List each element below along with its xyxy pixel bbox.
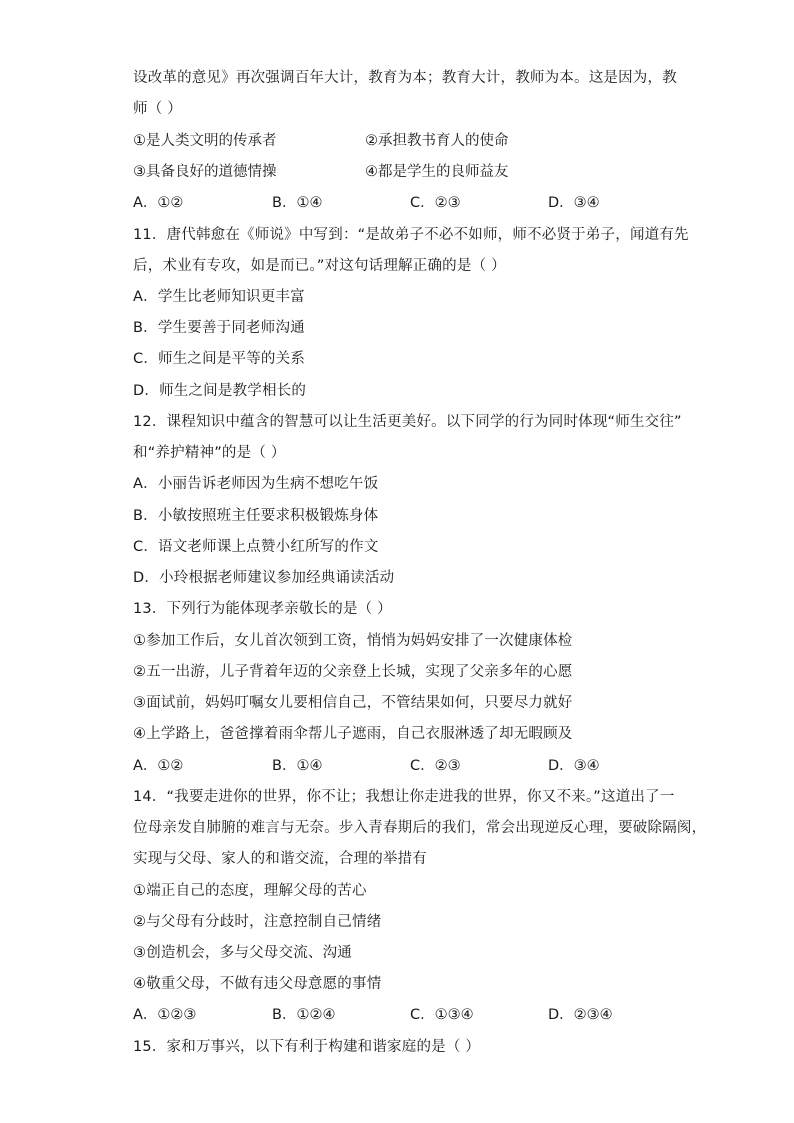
q12-option-d: D．小玲根据老师建议参加经典诵读活动 — [133, 570, 395, 586]
q10-stem-line1: 设改革的意见》再次强调百年大计，教育为本；教育大计，教师为本。这是因为，教 — [133, 70, 677, 86]
q10-statement-4: ④都是学生的良师益友 — [365, 164, 509, 180]
q13-stem: 13．下列行为能体现孝亲敬长的是（ ） — [133, 601, 392, 617]
q14-option-d: D．②③④ — [548, 1007, 613, 1023]
q13-statement-2: ②五一出游，儿子背着年迈的父亲登上长城，实现了父亲多年的心愿 — [133, 664, 573, 680]
q11-stem-line2: 后，术业有专攻，如是而已。”对这句话理解正确的是（ ） — [133, 258, 506, 274]
q14-option-b: B．①②④ — [272, 1007, 336, 1023]
q13-statement-1: ①参加工作后，女儿首次领到工资，悄悄为妈妈安排了一次健康体检 — [133, 633, 573, 649]
q11-option-b: B．学生要善于同老师沟通 — [133, 320, 305, 336]
q10-statement-3: ③具备良好的道德情操 — [133, 164, 277, 180]
q11-option-d: D．师生之间是教学相长的 — [133, 383, 307, 399]
q10-stem-line2: 师（ ） — [133, 101, 182, 117]
q10-option-a: A．①② — [133, 195, 184, 211]
q14-statement-1: ①端正自己的态度，理解父母的苦心 — [133, 883, 367, 899]
q12-option-a: A．小丽告诉老师因为生病不想吃午饭 — [133, 476, 379, 492]
q10-option-b: B．①④ — [272, 195, 323, 211]
q13-option-a: A．①② — [133, 758, 184, 774]
q15-stem: 15．家和万事兴，以下有利于构建和谐家庭的是（ ） — [133, 1039, 481, 1055]
q10-option-d: D．③④ — [548, 195, 600, 211]
q12-option-b: B．小敏按照班主任要求积极锻炼身体 — [133, 508, 379, 524]
q14-stem-line2: 位母亲发自肺腑的难言与无奈。步入青春期后的我们，常会出现逆反心理，要破除隔阂， — [133, 820, 707, 836]
q12-stem-line2: 和“养护精神”的是（ ） — [133, 445, 286, 461]
q12-stem-line1: 12．课程知识中蕴含的智慧可以让生活更美好。以下同学的行为同时体现“师生交往” — [133, 414, 682, 430]
q14-option-c: C．①③④ — [410, 1007, 474, 1023]
q14-statement-3: ③创造机会，多与父母交流、沟通 — [133, 945, 352, 961]
q14-option-a: A．①②③ — [133, 1007, 197, 1023]
q13-statement-3: ③面试前，妈妈叮嘱女儿要相信自己，不管结果如何，只要尽力就好 — [133, 695, 573, 711]
q14-stem-line3: 实现与父母、家人的和谐交流，合理的举措有 — [133, 851, 427, 867]
q13-option-d: D．③④ — [548, 758, 600, 774]
q13-statement-4: ④上学路上，爸爸撑着雨伞帮儿子遮雨，自己衣服淋透了却无暇顾及 — [133, 726, 573, 742]
q11-stem-line1: 11．唐代韩愈在《师说》中写到：“是故弟子不必不如师，师不必贤于弟子，闻道有先 — [133, 227, 689, 243]
q10-statement-1: ①是人类文明的传承者 — [133, 133, 277, 149]
q11-option-a: A．学生比老师知识更丰富 — [133, 289, 305, 305]
q14-statement-2: ②与父母有分歧时，注意控制自己情绪 — [133, 914, 382, 930]
q13-option-c: C．②③ — [410, 758, 461, 774]
q11-option-c: C．师生之间是平等的关系 — [133, 351, 306, 367]
q13-option-b: B．①④ — [272, 758, 323, 774]
q10-statement-2: ②承担教书育人的使命 — [365, 133, 509, 149]
q14-stem-line1: 14．“我要走进你的世界，你不让；我想让你走进我的世界，你又不来。”这道出了一 — [133, 789, 675, 805]
q12-option-c: C．语文老师课上点赞小红所写的作文 — [133, 539, 379, 555]
q14-statement-4: ④敬重父母，不做有违父母意愿的事情 — [133, 976, 382, 992]
q10-option-c: C．②③ — [410, 195, 461, 211]
